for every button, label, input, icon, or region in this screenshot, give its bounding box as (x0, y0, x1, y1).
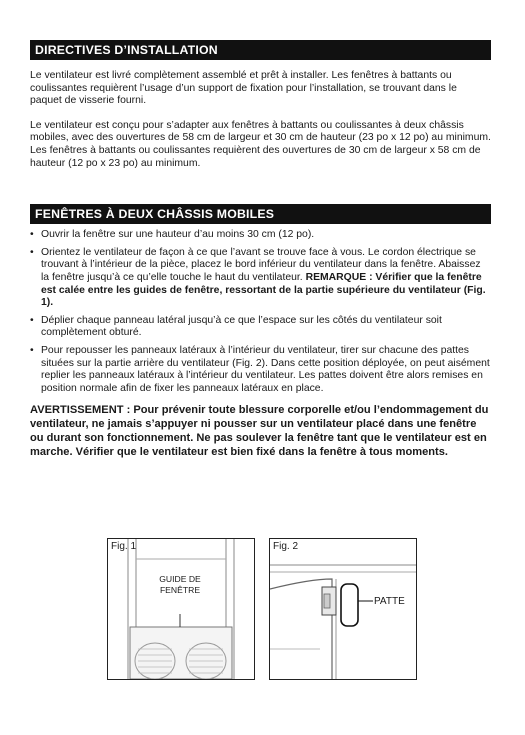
figure-2-label: Fig. 2 (273, 541, 299, 552)
bullet-icon: • (30, 246, 34, 258)
callout-window-guide-line1: GUIDE DE (159, 574, 201, 584)
list-item-text: Orientez le ventilateur de façon à ce que l’avant se trouve face à vous. Le cordon électrique se trouvant à l’intérieur de la pièce, placez le bord inférieur du ventilateur dans la fenêtre. Abaissez la fenêtre jusqu’à ce qu’elle touche le haut du ventilateur. (41, 246, 481, 283)
bullet-icon: • (30, 344, 34, 356)
fan-tab-illustration (270, 539, 416, 679)
list-item (30, 345, 491, 395)
bullet-icon: • (30, 314, 34, 326)
installation-paragraph-1: Le ventilateur est livré complètement assemblé et prêt à installer. Les fenêtres à battants ou coulissantes requièrent l’usage d’un support de fixation pour l’installation, se trouvant dans le paquet de visserie fourni. (30, 70, 457, 107)
warning-text: AVERTISSEMENT : Pour prévenir toute blessure corporelle et/ou l’endommagement du ventilateur, ne jamais s’appuyer ni pousser sur un ventilateur placé dans une fenêtre ou durant son fonctionnement. Ne pas soulever la fenêtre tant que le ventilateur est en marche. Vérifier que le ventilateur est bien fixé dans la fenêtre à tous moments. (30, 404, 489, 459)
instruction-list (30, 229, 491, 395)
instructions-page (30, 40, 491, 459)
section-heading-double-hung: FENÊTRES À DEUX CHÂSSIS MOBILES (30, 204, 491, 224)
figure-2 (269, 538, 417, 680)
list-item-text: Déplier chaque panneau latéral jusqu’à ce que l’espace sur les côtés du ventilateur soit complètement obturé. (41, 314, 442, 339)
figure-1 (107, 538, 255, 680)
list-item-text: Pour repousser les panneaux latéraux à l’intérieur du ventilateur, tirer sur chacune des pattes situées sur la partie arrière du ventilateur (Fig. 2). Dans cette position déployée, on peut aisément replier les panneaux latéraux à l’intérieur du ventilateur. Les pattes doivent être alors remises en position normale afin de fixer les panneaux latéraux en place. (41, 344, 490, 394)
fan-window-illustration (108, 539, 254, 679)
list-item (30, 247, 491, 310)
figure-1-label: Fig. 1 (111, 541, 137, 552)
callout-window-guide-line2: FENÊTRE (159, 585, 201, 595)
callout-tab: PATTE (374, 596, 405, 607)
list-item (30, 315, 491, 340)
section-heading-installation: DIRECTIVES D’INSTALLATION (30, 40, 491, 60)
list-item-text: Ouvrir la fenêtre sur une hauteur d’au moins 30 cm (12 po). (41, 229, 315, 241)
installation-paragraph-2: Le ventilateur est conçu pour s’adapter aux fenêtres à battants ou coulissantes à deux châssis mobiles, avec des ouvertures de 58 cm de largeur et 30 cm de hauteur (23 po x 12 po) au minimum. Les fenêtres à battants ou coulissantes requièrent des ouvertures de 30 cm de largeur x 58 cm de hauteur (12 po x 23 po) au minimum. (30, 119, 491, 169)
bullet-icon: • (30, 229, 34, 241)
list-item (30, 229, 491, 242)
note-text: REMARQUE : Vérifier que la fenêtre est calée entre les guides de fenêtre, ressortant de la partie supérieure du ventilateur (Fig. 1). (41, 271, 486, 309)
